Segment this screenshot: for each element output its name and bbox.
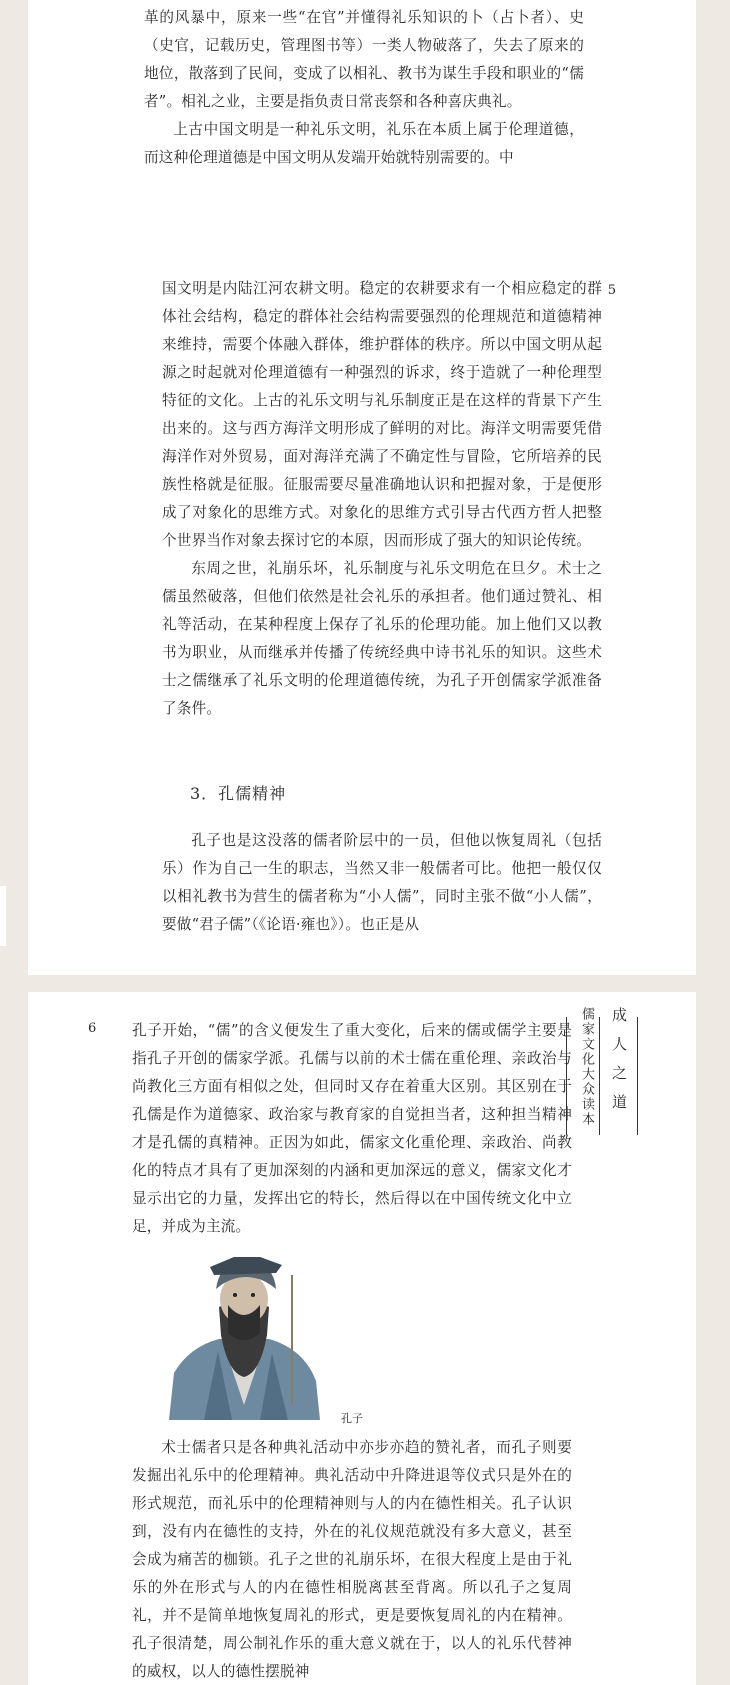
spine-title-label: 成人之道: [610, 1007, 628, 1123]
section-heading: 3．孔儒精神: [190, 784, 287, 803]
spine-rule: [637, 1017, 638, 1135]
page-edge-marker: [0, 886, 6, 946]
image-caption: 孔子: [341, 1412, 363, 1425]
paragraph: 革的风暴中，原来一些“在官”并懂得礼乐知识的卜（占卜者）、史（史官，记载历史，管理图书等）一类人物破落了，失去了原来的地位，散落到了民间，变成了以相礼、教书为谋生手段和职业的“儒者”。相礼之业，主要是指负责日常丧祭和各种喜庆典礼。: [144, 9, 584, 110]
paragraph: 孔子开始，“儒”的含义便发生了重大变化，后来的儒或儒学主要是指孔子开创的儒家学派。孔儒与以前的术士儒在重伦理、亲政治与尚教化三方面有相似之处，但同时又存在着重大区别。其区别在于孔儒是作为道德家、政治家与教育家的自觉担当者，这种担当精神才是孔儒的真精神。正因为如此，儒家文化重伦理、亲政治、尚教化的特点才具有了更加深刻的内涵和更加深远的意义，儒家文化才显示出它的力量，发挥出它的特长，然后得以在中国传统文化中立足，并成为主流。: [132, 1022, 572, 1235]
page-5-text-2: [162, 827, 602, 939]
page-top: [28, 0, 696, 235]
paragraph: 孔子也是这没落的儒者阶层中的一员，但他以恢复周礼（包括乐）作为自己一生的职志，当然又非一般儒者可比。他把一般仅仅以相礼教书为营生的儒者称为“小人儒”，同时主张不做“小人儒”，要做“君子儒”（《论语·雍也》）。也正是从: [162, 832, 602, 933]
page-6: [28, 992, 696, 1685]
paragraph: 东周之世，礼崩乐坏，礼乐制度与礼乐文明危在旦夕。术士之儒虽然破落，但他们依然是社会礼乐的承担者。他们通过赞礼、相礼等活动，在某种程度上保存了礼乐的伦理功能。加上他们又以教书为职业，从而继承并传播了传统经典中诗书礼乐的知识。这些术士之儒继承了礼乐文明的伦理道德传统，为孔子开创儒家学派准备了条件。: [162, 560, 602, 717]
page-6-text: [132, 1017, 572, 1241]
page-6-text-2: [132, 1434, 572, 1685]
page-5: [28, 235, 696, 975]
page-5-text: [162, 275, 602, 723]
page-number: 5: [607, 283, 616, 298]
paragraph: 上古中国文明是一种礼乐文明，礼乐在本质上属于伦理道德，而这种伦理道德是中国文明从发端开始就特别需要的。中: [144, 121, 584, 166]
spine-rule: [599, 1017, 600, 1135]
page-number: 6: [88, 1021, 97, 1036]
paragraph: 术士儒者只是各种典礼活动中亦步亦趋的赞礼者，而孔子则要发掘出礼乐中的伦理精神。典礼活动中升降进退等仪式只是外在的形式规范，而礼乐中的伦理精神则与人的内在德性相关。孔子认识到，没有内在德性的支持，外在的礼仪规范就没有多大意义，甚至会成为痛苦的枷锁。孔子之世的礼崩乐坏，在很大程度上是由于礼乐的外在形式与人的内在德性相脱离甚至背离。所以孔子之复周礼，并不是简单地恢复周礼的形式，更是要恢复周礼的内在精神。孔子很清楚，周公制礼作乐的重大意义就在于，以人的礼乐代替神的威权，以人的德性摆脱神: [132, 1439, 572, 1680]
confucius-portrait: [164, 1255, 324, 1420]
spine-series-label: 儒家文化大众读本: [579, 1007, 594, 1127]
page-top-text: [144, 4, 584, 172]
paragraph: 国文明是内陆江河农耕文明。稳定的农耕要求有一个相应稳定的群体社会结构，稳定的群体社会结构需要强烈的伦理规范和道德精神来维持，需要个体融入群体，维护群体的秩序。所以中国文明从起源之时起就对伦理道德有一种强烈的诉求，终于造就了一种伦理型特征的文化。上古的礼乐文明与礼乐制度正是在这样的背景下产生出来的。这与西方海洋文明形成了鲜明的对比。海洋文明需要凭借海洋作对外贸易，面对海洋充满了不确定性与冒险，它所培养的民族性格就是征服。征服需要尽量准确地认识和把握对象，于是便形成了对象化的思维方式。对象化的思维方式引导古代西方哲人把整个世界当作对象去探讨它的本原，因而形成了强大的知识论传统。: [162, 280, 602, 549]
